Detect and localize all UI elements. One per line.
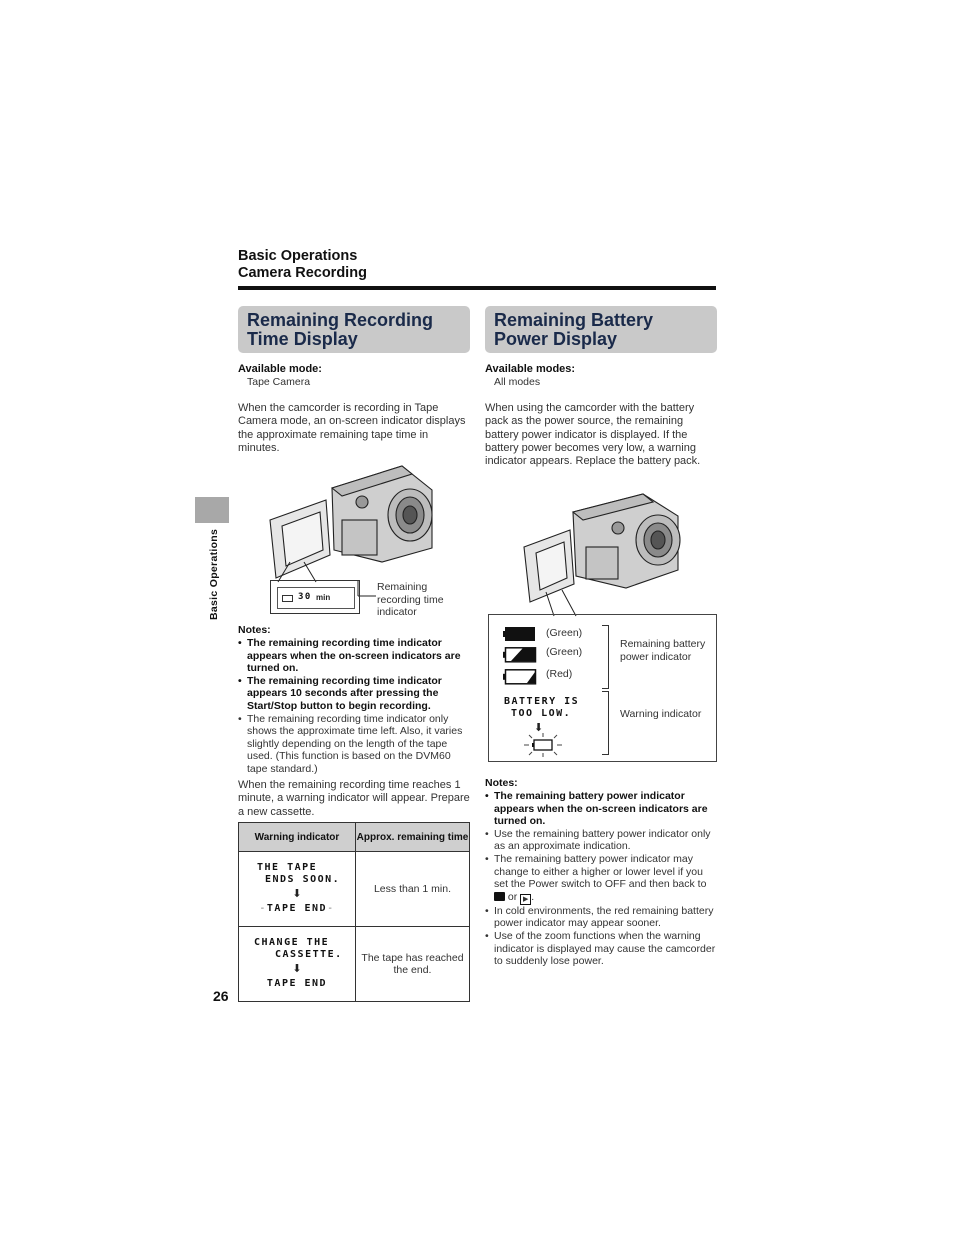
header-rule [238,286,716,290]
warning-table [238,822,470,1002]
battery-level-label: (Green) [546,627,583,639]
arrow-down-icon: ⬇ [292,888,302,900]
left-available-label: Available mode: [238,363,322,375]
battery-full-icon [505,627,535,641]
tape-end-blink [239,902,355,916]
arrow-down-icon: ⬇ [534,722,544,734]
right-title-line2: Power Display [494,329,618,349]
warning-msg-line2: CASSETTE. [275,949,343,960]
right-available-value: All modes [494,376,541,388]
left-available-value: Tape Camera [247,376,311,388]
screen-value: 30 [298,592,312,602]
right-note-2: • Use the remaining battery power indicator only as an approximate indication. [485,828,718,853]
battery-indicator-box [488,614,717,762]
battery-half-icon [503,647,537,663]
arrow-down-icon: ⬇ [292,963,302,975]
warning-msg-line1: THE TAPE [257,862,318,873]
left-note-1: • The remaining recording time indicator appears when the on-screen indicators are turned on. [238,637,470,675]
section-title-line1: Basic Operations [238,248,358,264]
left-title-line2: Time Display [247,329,358,349]
time-cell: The tape has reached the end. [356,927,470,1002]
battery-terminal [503,631,506,637]
side-tab [195,497,229,523]
screen-frame [270,580,360,614]
right-title-line1: Remaining Battery [494,310,654,330]
right-note-4: • In cold environments, the red remaining battery power indicator may appear sooner. [485,905,718,930]
left-notes [238,637,470,776]
callout-remaining-time: Remaining recording time indicator [377,581,444,618]
play-icon: ▶ [520,894,531,905]
warning-msg-line2: ENDS SOON. [265,874,341,885]
right-note-5: • Use of the zoom functions when the warning indicator is displayed may cause the camcorder to suddenly lose power. [485,930,718,968]
right-notes-label: Notes: [485,777,518,789]
section-title [238,248,367,282]
bracket-remaining [602,625,609,689]
right-note-3-or: or [507,890,518,903]
battery-level-label: (Red) [546,668,573,680]
battery-warning-line2: TOO LOW. [511,708,572,719]
battery-level-label: (Green) [546,646,583,658]
time-cell: Less than 1 min. [356,852,470,927]
warning-msg-line1: CHANGE THE [254,937,330,948]
tape-end-text: TAPE END [266,903,328,914]
left-intro: When the camcorder is recording in Tape Camera mode, an on-screen indicator displays the approximate remaining tape time in minutes. [238,402,466,454]
blink-mark-icon: - [259,903,267,914]
blink-mark-icon: - [327,903,335,914]
label-warning-indicator: Warning indicator [620,708,702,720]
warning-cell [239,852,356,927]
left-note-2: • The remaining recording time indicator appears 10 seconds after pressing the Start/Stop button to begin recording. [238,675,470,713]
table-header-row [239,823,470,852]
blinking-battery-icon [523,733,563,757]
bracket-warning [602,691,609,755]
right-intro: When using the camcorder with the battery pack as the power source, the remaining battery power indicator is displayed. If the battery power becomes very low, a warning indicator appears. Replace the battery pack. [485,402,701,468]
camera-icon [494,892,505,901]
right-available-label: Available modes: [485,363,576,375]
right-note-3-text: The remaining battery power indicator may change to either a higher or lower level if you set the Power switch to OFF and then back to [494,852,707,891]
side-label: Basic Operations [208,528,220,620]
screen-inner [277,587,355,609]
screen-unit: min [316,593,331,602]
tape-icon [282,595,293,602]
label-remaining-battery: Remaining battery power indicator [620,638,706,663]
tape-end-text: TAPE END [266,978,328,989]
right-note-1: • The remaining battery power indicator appears when the on-screen indicators are turned on. [485,790,718,828]
page-number: 26 [213,988,229,1004]
left-banner [238,306,470,353]
table-header-warning: Warning indicator [239,823,356,852]
left-after-notes: When the remaining recording time reaches 1 minute, a warning indicator will appear. Prepare a new cassette. [238,779,470,818]
right-note-3: • The remaining battery power indicator may change to either a higher or lower level if you set the Power switch to OFF and then back to or ▶ . [485,853,718,905]
warning-cell [239,927,356,1002]
battery-warning-line1: BATTERY IS [504,696,580,707]
table-row [239,927,470,1002]
left-title-line1: Remaining Recording [247,310,434,330]
table-row [239,852,470,927]
left-note-3: • The remaining recording time indicator only shows the approximate time left. Also, it varies slightly depending on the length of the tape used. (This function is based on the DVM60 tape standard.) [238,713,470,776]
left-notes-label: Notes: [238,624,271,636]
table-header-time: Approx. remaining time [356,823,470,852]
camcorder-illustration [518,492,718,617]
battery-low-icon [503,669,537,685]
section-title-line2: Camera Recording [238,265,367,281]
right-notes [485,790,718,968]
right-banner [485,306,717,353]
